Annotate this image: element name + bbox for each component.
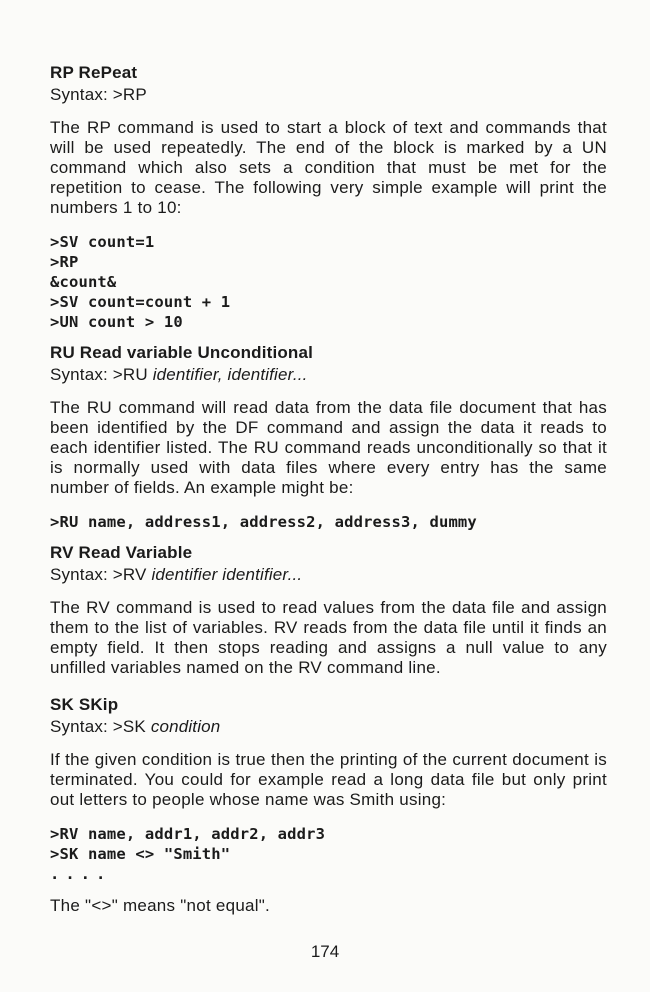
body-paragraph: The RU command will read data from the data file document that has been identified by the DF command and assign the data it reads to each identifier listed. The RU command reads unconditionally so that it is normally used with data files where every entry has the same number of fields. An example might be: xyxy=(50,398,607,497)
section-rp-repeat xyxy=(50,62,607,332)
syntax-plain: Syntax: >RP xyxy=(50,85,147,104)
section-ru-read-variable-unconditional xyxy=(50,342,607,532)
syntax-line-ru xyxy=(50,364,607,386)
body-paragraph: The RP command is used to start a block of text and commands that will be used repeatedly. The end of the block is marked by a UN command which also sets a condition that must be met for the repetition to cease. The following very simple example will print the numbers 1 to 10: xyxy=(50,118,607,217)
syntax-line-rp xyxy=(50,84,607,106)
code-block xyxy=(50,512,607,532)
code-line: >UN count > 10 xyxy=(50,313,183,331)
syntax-italic-params: identifier, identifier... xyxy=(152,365,308,384)
section-heading-rp: RP RePeat xyxy=(50,63,138,82)
syntax-italic-params: condition xyxy=(150,717,221,736)
syntax-plain: Syntax: >RV xyxy=(50,565,147,584)
code-line: >RV name, addr1, addr2, addr3 xyxy=(50,825,326,843)
syntax-plain: Syntax: >RU xyxy=(50,365,148,384)
section-heading-rv: RV Read Variable xyxy=(50,543,193,562)
code-line: >SV count=count + 1 xyxy=(50,293,231,311)
code-line: >RP xyxy=(50,253,79,271)
code-line: >RU name, address1, address2, address3, dummy xyxy=(50,513,477,531)
page-number: 174 xyxy=(310,942,340,961)
code-line: &count& xyxy=(50,273,117,291)
body-paragraph: The RV command is used to read values from the data file and assign them to the list of variables. RV reads from the data file until it finds an empty field. It then stops reading and assigns a null value to any unfilled variables named on the RV command line. xyxy=(50,598,607,677)
code-line: >SV count=1 xyxy=(50,233,155,251)
code-line-continuation-dots: .... xyxy=(50,865,112,883)
section-heading-ru: RU Read variable Unconditional xyxy=(50,343,313,362)
body-paragraph: If the given condition is true then the printing of the current document is terminated. You could for example read a long data file but only print out letters to people whose name was Smith using: xyxy=(50,750,607,809)
syntax-italic-params: identifier identifier... xyxy=(151,565,303,584)
syntax-line-rv xyxy=(50,564,607,586)
section-heading-sk: SK SKip xyxy=(50,695,119,714)
section-sk-skip xyxy=(50,694,607,916)
explanation-note: The "<>" means "not equal". xyxy=(50,896,271,915)
syntax-plain: Syntax: >SK xyxy=(50,717,146,736)
section-rv-read-variable xyxy=(50,542,607,678)
syntax-line-sk xyxy=(50,716,607,738)
code-block xyxy=(50,824,607,884)
code-block xyxy=(50,232,607,332)
code-line: >SK name <> "Smith" xyxy=(50,845,231,863)
